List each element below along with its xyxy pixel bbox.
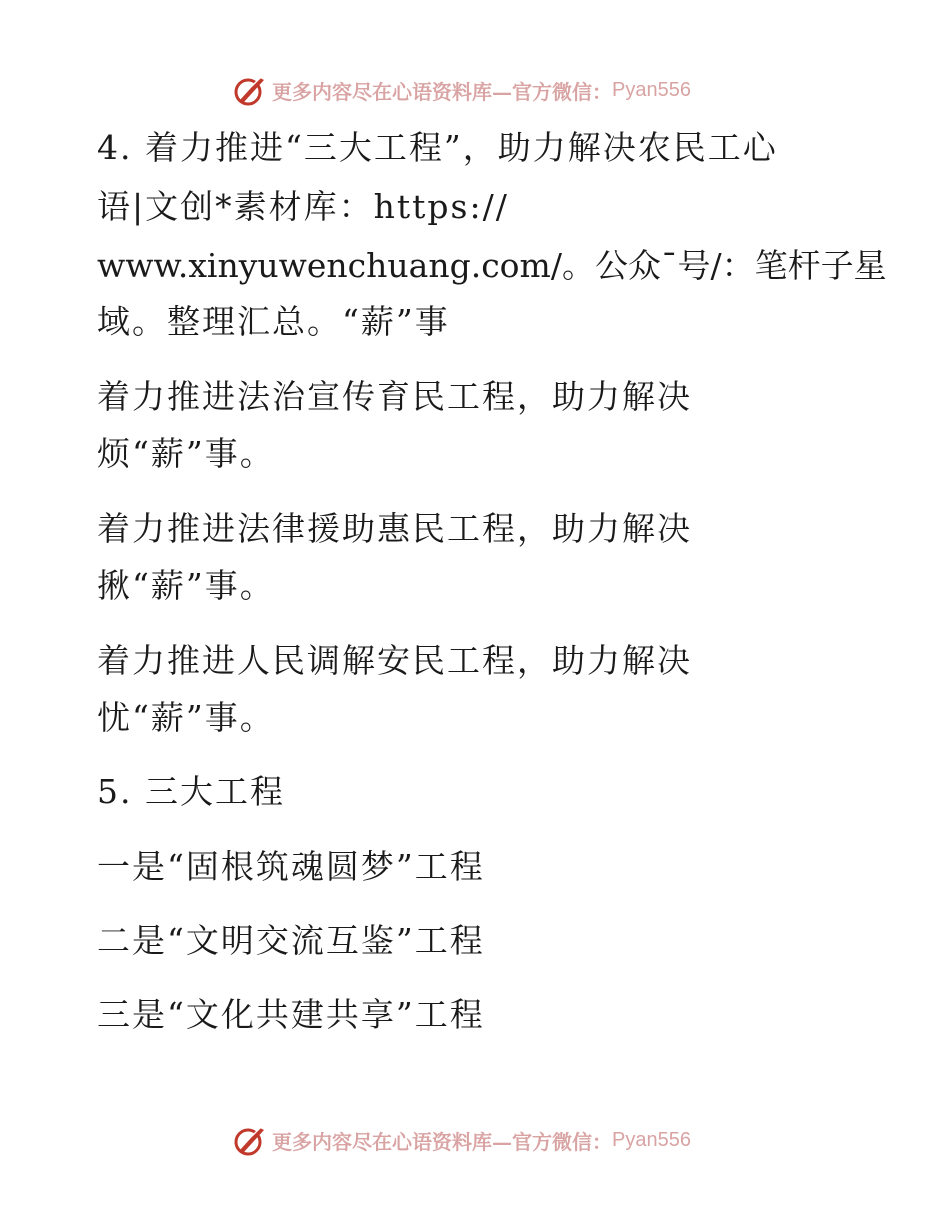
header-wechat-id: Pyan556	[612, 78, 691, 101]
footer-slogan: 更多内容尽在心语资料库—官方微信：	[272, 1129, 612, 1154]
section4-heading-line3: www.xinyuwenchuang.com/。公众¯号/：笔杆子星	[97, 246, 887, 285]
section4-item2-line2: 揪“薪”事。	[97, 566, 275, 605]
section5-heading: 5. 三大工程	[97, 772, 285, 811]
section5-item1: 一是“固根筑魂圆梦”工程	[97, 847, 485, 886]
section4-item1-line2: 烦“薪”事。	[97, 434, 275, 473]
header-slogan: 更多内容尽在心语资料库—官方微信：	[272, 79, 612, 104]
section5-item3: 三是“文化共建共享”工程	[97, 995, 485, 1034]
footer-watermark	[232, 1122, 691, 1158]
quill-logo-icon	[232, 72, 268, 108]
section4-heading-line4: 域。整理汇总。“薪”事	[97, 302, 450, 341]
section4-item2-line1: 着力推进法律援助惠民工程，助力解决	[97, 509, 692, 548]
header-watermark	[232, 72, 691, 108]
section4-item3-line1: 着力推进人民调解安民工程，助力解决	[97, 641, 692, 680]
quill-logo-icon	[232, 1122, 268, 1158]
section4-item1-line1: 着力推进法治宣传育民工程，助力解决	[97, 377, 692, 416]
footer-wechat-id: Pyan556	[612, 1128, 691, 1151]
section4-heading-line1: 4. 着力推进“三大工程”，助力解决农民工心	[97, 128, 778, 167]
section4-item3-line2: 忧“薪”事。	[97, 698, 275, 737]
section5-item2: 二是“文明交流互鉴”工程	[97, 921, 485, 960]
section4-heading-line2: 语|文创*素材库：https://	[97, 187, 509, 226]
